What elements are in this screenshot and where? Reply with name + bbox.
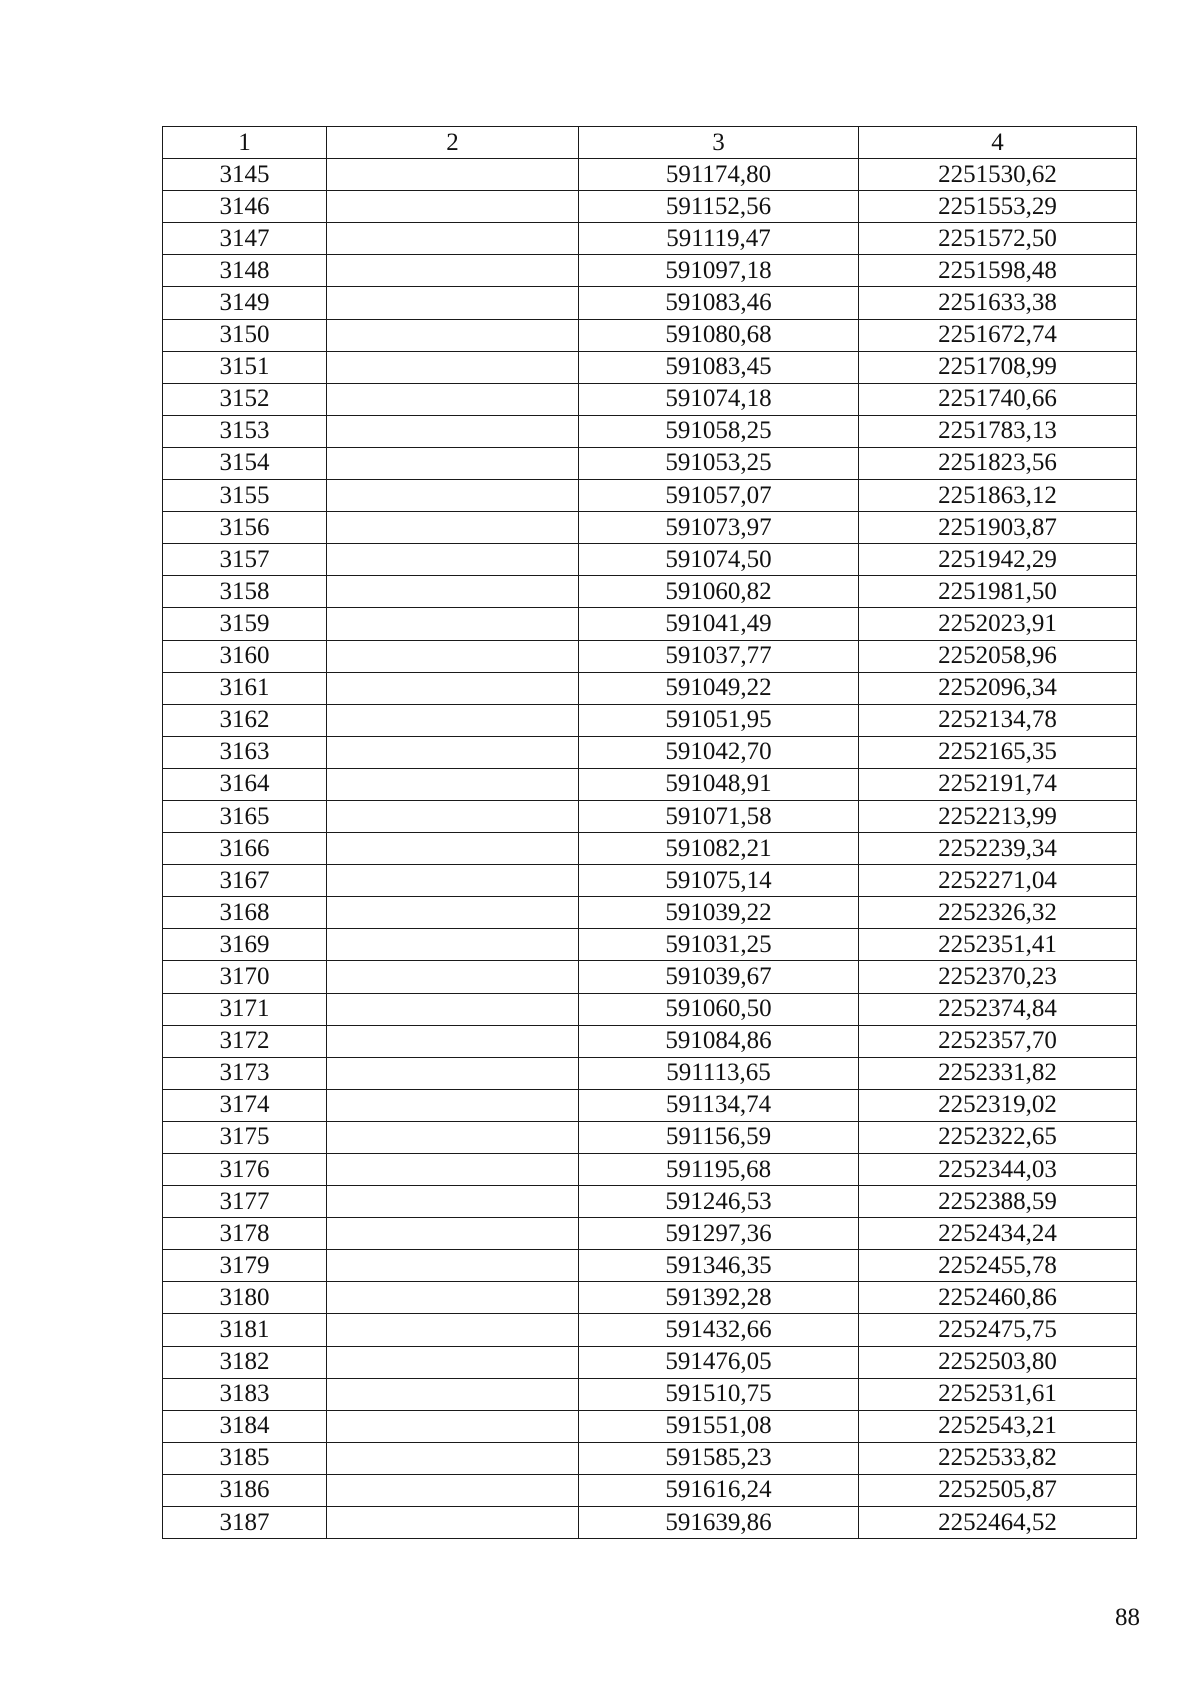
- table-row: [163, 1218, 1137, 1250]
- y-coordinate-cell: 2252322,65: [859, 1121, 1137, 1153]
- table-row: [163, 255, 1137, 287]
- x-coordinate-cell: 591113,65: [579, 1057, 859, 1089]
- point-number-cell: 3162: [163, 704, 327, 736]
- x-coordinate-cell: 591039,67: [579, 961, 859, 993]
- x-coordinate-cell: 591585,23: [579, 1442, 859, 1474]
- y-coordinate-cell: 2251823,56: [859, 447, 1137, 479]
- table-row: [163, 1057, 1137, 1089]
- point-number-cell: 3159: [163, 608, 327, 640]
- table-header: [163, 127, 1137, 159]
- point-number-cell: 3171: [163, 993, 327, 1025]
- point-number-cell: 3147: [163, 223, 327, 255]
- table-row: [163, 351, 1137, 383]
- x-coordinate-cell: 591082,21: [579, 833, 859, 865]
- header-row: [163, 127, 1137, 159]
- table-row: [163, 1282, 1137, 1314]
- point-number-cell: 3149: [163, 287, 327, 319]
- page-number: 88: [1115, 1604, 1140, 1631]
- x-coordinate-cell: 591049,22: [579, 672, 859, 704]
- blank-cell: [327, 576, 579, 608]
- blank-cell: [327, 768, 579, 800]
- table-row: [163, 768, 1137, 800]
- x-coordinate-cell: 591041,49: [579, 608, 859, 640]
- x-coordinate-cell: 591073,97: [579, 512, 859, 544]
- table-row: [163, 961, 1137, 993]
- y-coordinate-cell: 2251942,29: [859, 544, 1137, 576]
- x-coordinate-cell: 591432,66: [579, 1314, 859, 1346]
- point-number-cell: 3177: [163, 1186, 327, 1218]
- y-coordinate-cell: 2252455,78: [859, 1250, 1137, 1282]
- y-coordinate-cell: 2251708,99: [859, 351, 1137, 383]
- blank-cell: [327, 1474, 579, 1506]
- blank-cell: [327, 447, 579, 479]
- blank-cell: [327, 608, 579, 640]
- point-number-cell: 3151: [163, 351, 327, 383]
- table-row: [163, 1346, 1137, 1378]
- x-coordinate-cell: 591075,14: [579, 865, 859, 897]
- table-row: [163, 1089, 1137, 1121]
- y-coordinate-cell: 2251981,50: [859, 576, 1137, 608]
- point-number-cell: 3183: [163, 1378, 327, 1410]
- x-coordinate-cell: 591246,53: [579, 1186, 859, 1218]
- blank-cell: [327, 1282, 579, 1314]
- point-number-cell: 3156: [163, 512, 327, 544]
- header-col-3: 3: [579, 127, 859, 159]
- x-coordinate-cell: 591074,18: [579, 383, 859, 415]
- y-coordinate-cell: 2252191,74: [859, 768, 1137, 800]
- table-row: [163, 1121, 1137, 1153]
- table-row: [163, 1314, 1137, 1346]
- y-coordinate-cell: 2252271,04: [859, 865, 1137, 897]
- y-coordinate-cell: 2252096,34: [859, 672, 1137, 704]
- table-row: [163, 704, 1137, 736]
- table-row: [163, 1378, 1137, 1410]
- y-coordinate-cell: 2252344,03: [859, 1154, 1137, 1186]
- table-row: [163, 608, 1137, 640]
- table-row: [163, 159, 1137, 191]
- point-number-cell: 3185: [163, 1442, 327, 1474]
- point-number-cell: 3170: [163, 961, 327, 993]
- blank-cell: [327, 1346, 579, 1378]
- blank-cell: [327, 961, 579, 993]
- table-row: [163, 576, 1137, 608]
- x-coordinate-cell: 591510,75: [579, 1378, 859, 1410]
- blank-cell: [327, 640, 579, 672]
- point-number-cell: 3160: [163, 640, 327, 672]
- table-row: [163, 287, 1137, 319]
- x-coordinate-cell: 591042,70: [579, 736, 859, 768]
- x-coordinate-cell: 591297,36: [579, 1218, 859, 1250]
- y-coordinate-cell: 2252505,87: [859, 1474, 1137, 1506]
- blank-cell: [327, 993, 579, 1025]
- x-coordinate-cell: 591174,80: [579, 159, 859, 191]
- point-number-cell: 3178: [163, 1218, 327, 1250]
- blank-cell: [327, 672, 579, 704]
- table-row: [163, 1507, 1137, 1539]
- point-number-cell: 3150: [163, 319, 327, 351]
- y-coordinate-cell: 2252460,86: [859, 1282, 1137, 1314]
- y-coordinate-cell: 2252326,32: [859, 897, 1137, 929]
- y-coordinate-cell: 2251863,12: [859, 480, 1137, 512]
- blank-cell: [327, 929, 579, 961]
- y-coordinate-cell: 2252165,35: [859, 736, 1137, 768]
- point-number-cell: 3145: [163, 159, 327, 191]
- table-body: [163, 159, 1137, 1539]
- blank-cell: [327, 1121, 579, 1153]
- y-coordinate-cell: 2252374,84: [859, 993, 1137, 1025]
- x-coordinate-cell: 591083,45: [579, 351, 859, 383]
- y-coordinate-cell: 2251672,74: [859, 319, 1137, 351]
- header-col-4: 4: [859, 127, 1137, 159]
- y-coordinate-cell: 2252239,34: [859, 833, 1137, 865]
- y-coordinate-cell: 2252388,59: [859, 1186, 1137, 1218]
- point-number-cell: 3173: [163, 1057, 327, 1089]
- blank-cell: [327, 704, 579, 736]
- point-number-cell: 3184: [163, 1410, 327, 1442]
- x-coordinate-cell: 591057,07: [579, 480, 859, 512]
- x-coordinate-cell: 591084,86: [579, 1025, 859, 1057]
- x-coordinate-cell: 591058,25: [579, 415, 859, 447]
- table-row: [163, 319, 1137, 351]
- blank-cell: [327, 833, 579, 865]
- x-coordinate-cell: 591551,08: [579, 1410, 859, 1442]
- x-coordinate-cell: 591083,46: [579, 287, 859, 319]
- table-row: [163, 1410, 1137, 1442]
- table-row: [163, 447, 1137, 479]
- point-number-cell: 3174: [163, 1089, 327, 1121]
- x-coordinate-cell: 591097,18: [579, 255, 859, 287]
- y-coordinate-cell: 2251530,62: [859, 159, 1137, 191]
- header-col-2: 2: [327, 127, 579, 159]
- point-number-cell: 3146: [163, 191, 327, 223]
- y-coordinate-cell: 2252213,99: [859, 800, 1137, 832]
- x-coordinate-cell: 591639,86: [579, 1507, 859, 1539]
- table-row: [163, 480, 1137, 512]
- x-coordinate-cell: 591060,82: [579, 576, 859, 608]
- blank-cell: [327, 1025, 579, 1057]
- blank-cell: [327, 1089, 579, 1121]
- blank-cell: [327, 736, 579, 768]
- table-row: [163, 1474, 1137, 1506]
- point-number-cell: 3182: [163, 1346, 327, 1378]
- x-coordinate-cell: 591037,77: [579, 640, 859, 672]
- point-number-cell: 3161: [163, 672, 327, 704]
- point-number-cell: 3155: [163, 480, 327, 512]
- point-number-cell: 3157: [163, 544, 327, 576]
- point-number-cell: 3187: [163, 1507, 327, 1539]
- point-number-cell: 3163: [163, 736, 327, 768]
- x-coordinate-cell: 591051,95: [579, 704, 859, 736]
- table-row: [163, 993, 1137, 1025]
- point-number-cell: 3176: [163, 1154, 327, 1186]
- blank-cell: [327, 1250, 579, 1282]
- table-row: [163, 544, 1137, 576]
- blank-cell: [327, 512, 579, 544]
- x-coordinate-cell: 591156,59: [579, 1121, 859, 1153]
- point-number-cell: 3180: [163, 1282, 327, 1314]
- header-col-1: 1: [163, 127, 327, 159]
- blank-cell: [327, 1410, 579, 1442]
- x-coordinate-cell: 591080,68: [579, 319, 859, 351]
- point-number-cell: 3153: [163, 415, 327, 447]
- x-coordinate-cell: 591195,68: [579, 1154, 859, 1186]
- y-coordinate-cell: 2251553,29: [859, 191, 1137, 223]
- table-row: [163, 865, 1137, 897]
- point-number-cell: 3164: [163, 768, 327, 800]
- blank-cell: [327, 480, 579, 512]
- point-number-cell: 3181: [163, 1314, 327, 1346]
- table-row: [163, 833, 1137, 865]
- table-row: [163, 736, 1137, 768]
- point-number-cell: 3172: [163, 1025, 327, 1057]
- point-number-cell: 3167: [163, 865, 327, 897]
- blank-cell: [327, 159, 579, 191]
- blank-cell: [327, 1186, 579, 1218]
- blank-cell: [327, 865, 579, 897]
- table-row: [163, 191, 1137, 223]
- x-coordinate-cell: 591392,28: [579, 1282, 859, 1314]
- point-number-cell: 3179: [163, 1250, 327, 1282]
- y-coordinate-cell: 2252531,61: [859, 1378, 1137, 1410]
- x-coordinate-cell: 591053,25: [579, 447, 859, 479]
- point-number-cell: 3148: [163, 255, 327, 287]
- y-coordinate-cell: 2251783,13: [859, 415, 1137, 447]
- blank-cell: [327, 383, 579, 415]
- y-coordinate-cell: 2252357,70: [859, 1025, 1137, 1057]
- blank-cell: [327, 1218, 579, 1250]
- table-row: [163, 800, 1137, 832]
- point-number-cell: 3168: [163, 897, 327, 929]
- y-coordinate-cell: 2252464,52: [859, 1507, 1137, 1539]
- y-coordinate-cell: 2252533,82: [859, 1442, 1137, 1474]
- x-coordinate-cell: 591119,47: [579, 223, 859, 255]
- blank-cell: [327, 1154, 579, 1186]
- y-coordinate-cell: 2252319,02: [859, 1089, 1137, 1121]
- table-row: [163, 383, 1137, 415]
- y-coordinate-cell: 2252434,24: [859, 1218, 1137, 1250]
- table-row: [163, 1025, 1137, 1057]
- y-coordinate-cell: 2251598,48: [859, 255, 1137, 287]
- table-row: [163, 1442, 1137, 1474]
- y-coordinate-cell: 2252370,23: [859, 961, 1137, 993]
- point-number-cell: 3175: [163, 1121, 327, 1153]
- y-coordinate-cell: 2252351,41: [859, 929, 1137, 961]
- x-coordinate-cell: 591060,50: [579, 993, 859, 1025]
- y-coordinate-cell: 2251633,38: [859, 287, 1137, 319]
- table-row: [163, 640, 1137, 672]
- point-number-cell: 3165: [163, 800, 327, 832]
- y-coordinate-cell: 2251903,87: [859, 512, 1137, 544]
- y-coordinate-cell: 2252023,91: [859, 608, 1137, 640]
- x-coordinate-cell: 591074,50: [579, 544, 859, 576]
- x-coordinate-cell: 591134,74: [579, 1089, 859, 1121]
- point-number-cell: 3154: [163, 447, 327, 479]
- blank-cell: [327, 1057, 579, 1089]
- y-coordinate-cell: 2252331,82: [859, 1057, 1137, 1089]
- x-coordinate-cell: 591616,24: [579, 1474, 859, 1506]
- y-coordinate-cell: 2252503,80: [859, 1346, 1137, 1378]
- point-number-cell: 3152: [163, 383, 327, 415]
- blank-cell: [327, 223, 579, 255]
- blank-cell: [327, 287, 579, 319]
- blank-cell: [327, 191, 579, 223]
- blank-cell: [327, 1314, 579, 1346]
- y-coordinate-cell: 2252543,21: [859, 1410, 1137, 1442]
- table-row: [163, 672, 1137, 704]
- y-coordinate-cell: 2252134,78: [859, 704, 1137, 736]
- table-row: [163, 897, 1137, 929]
- blank-cell: [327, 319, 579, 351]
- x-coordinate-cell: 591048,91: [579, 768, 859, 800]
- y-coordinate-cell: 2252058,96: [859, 640, 1137, 672]
- table-row: [163, 1186, 1137, 1218]
- blank-cell: [327, 1378, 579, 1410]
- point-number-cell: 3166: [163, 833, 327, 865]
- blank-cell: [327, 800, 579, 832]
- coordinates-table: [162, 126, 1137, 1539]
- blank-cell: [327, 544, 579, 576]
- x-coordinate-cell: 591071,58: [579, 800, 859, 832]
- y-coordinate-cell: 2251740,66: [859, 383, 1137, 415]
- x-coordinate-cell: 591476,05: [579, 1346, 859, 1378]
- table-row: [163, 1154, 1137, 1186]
- blank-cell: [327, 351, 579, 383]
- table-row: [163, 1250, 1137, 1282]
- blank-cell: [327, 255, 579, 287]
- blank-cell: [327, 415, 579, 447]
- x-coordinate-cell: 591152,56: [579, 191, 859, 223]
- table-row: [163, 512, 1137, 544]
- point-number-cell: 3169: [163, 929, 327, 961]
- y-coordinate-cell: 2252475,75: [859, 1314, 1137, 1346]
- table-row: [163, 415, 1137, 447]
- blank-cell: [327, 1507, 579, 1539]
- y-coordinate-cell: 2251572,50: [859, 223, 1137, 255]
- blank-cell: [327, 1442, 579, 1474]
- table-row: [163, 929, 1137, 961]
- x-coordinate-cell: 591031,25: [579, 929, 859, 961]
- point-number-cell: 3158: [163, 576, 327, 608]
- blank-cell: [327, 897, 579, 929]
- point-number-cell: 3186: [163, 1474, 327, 1506]
- x-coordinate-cell: 591346,35: [579, 1250, 859, 1282]
- table-row: [163, 223, 1137, 255]
- x-coordinate-cell: 591039,22: [579, 897, 859, 929]
